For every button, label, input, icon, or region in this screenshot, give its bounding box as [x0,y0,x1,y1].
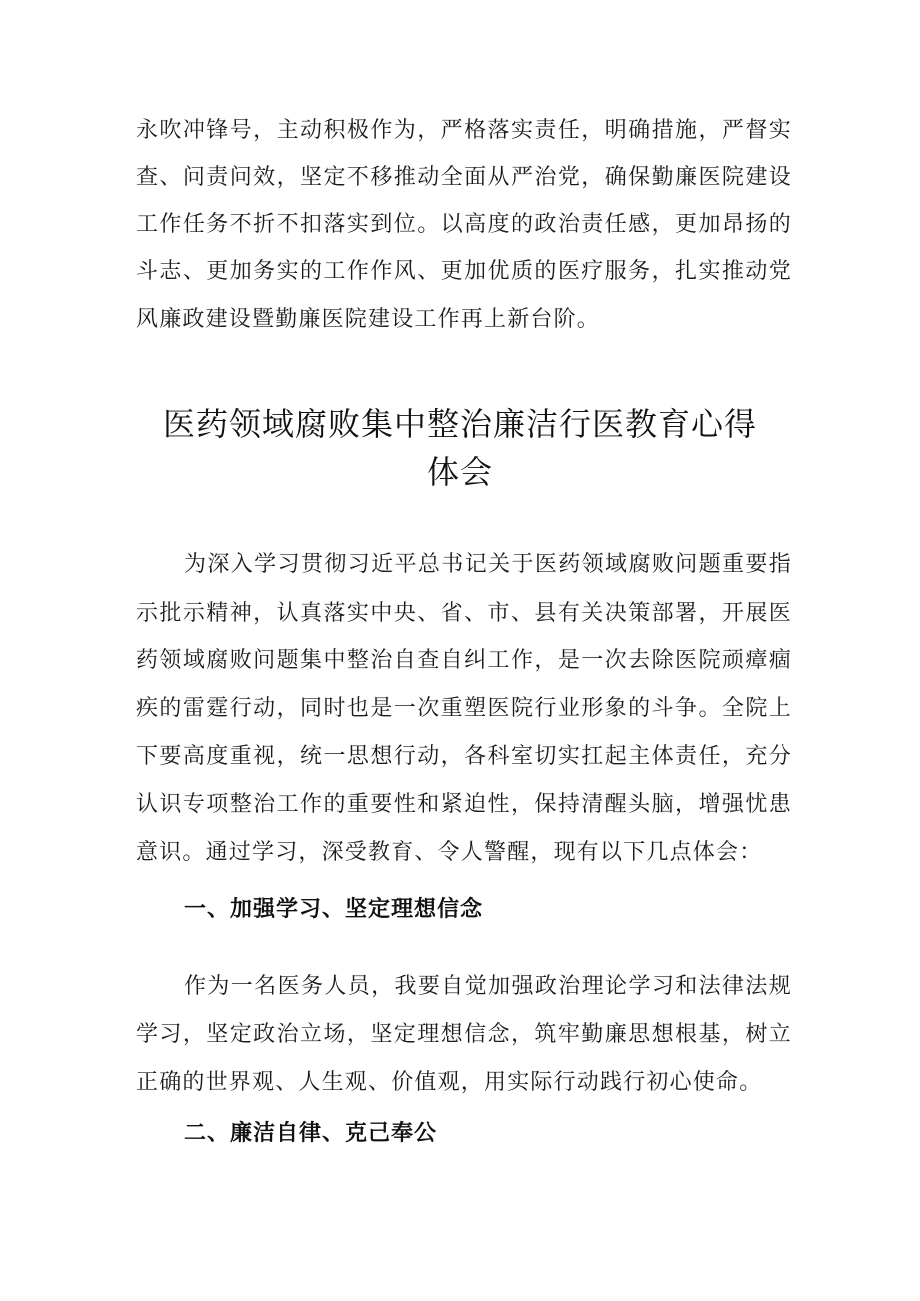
text-line: 查、问责问效，坚定不移推动全面从严治党，确保勤廉医院建设 [136,165,792,190]
text-line: 斗志、更加务实的工作作风、更加优质的医疗服务，扎实推动党 [136,259,792,284]
text-line: 永吹冲锋号，主动积极作为，严格落实责任，明确措施，严督实 [136,118,792,143]
section-heading: 一、加强学习、坚定理想信念 [184,897,484,922]
text-line: 工作任务不折不扣落实到位。以高度的政治责任感，更加昂扬的 [136,212,792,237]
text-line: 疾的雷霆行动，同时也是一次重塑医院行业形象的斗争。全院上 [136,696,792,721]
section-heading: 二、廉洁自律、克己奉公 [184,1121,438,1146]
text-line: 正确的世界观、人生观、价值观，用实际行动践行初心使命。 [136,1070,763,1095]
text-line: 下要高度重视，统一思想行动，各科室切实扛起主体责任，充分 [136,744,792,769]
title-line: 医药领域腐败集中整治廉洁行医教育心得 [162,405,757,443]
text-line: 药领域腐败问题集中整治自查自纠工作，是一次去除医院顽瘴痼 [136,648,792,673]
text-line: 意识。通过学习，深受教育、令人警醒，现有以下几点体会： [136,840,763,865]
text-line: 为深入学习贯彻习近平总书记关于医药领域腐败问题重要指 [184,552,792,577]
text-line: 示批示精神，认真落实中央、省、市、县有关决策部署，开展医 [136,601,792,626]
title-line: 体会 [426,453,493,491]
text-line: 风廉政建设暨勤廉医院建设工作再上新台阶。 [136,307,601,332]
text-line: 作为一名医务人员，我要自觉加强政治理论学习和法律法规 [184,974,792,999]
text-line: 认识专项整治工作的重要性和紧迫性，保持清醒头脑，增强忧患 [136,792,792,817]
text-line: 学习，坚定政治立场，坚定理想信念，筑牢勤廉思想根基，树立 [136,1022,792,1047]
